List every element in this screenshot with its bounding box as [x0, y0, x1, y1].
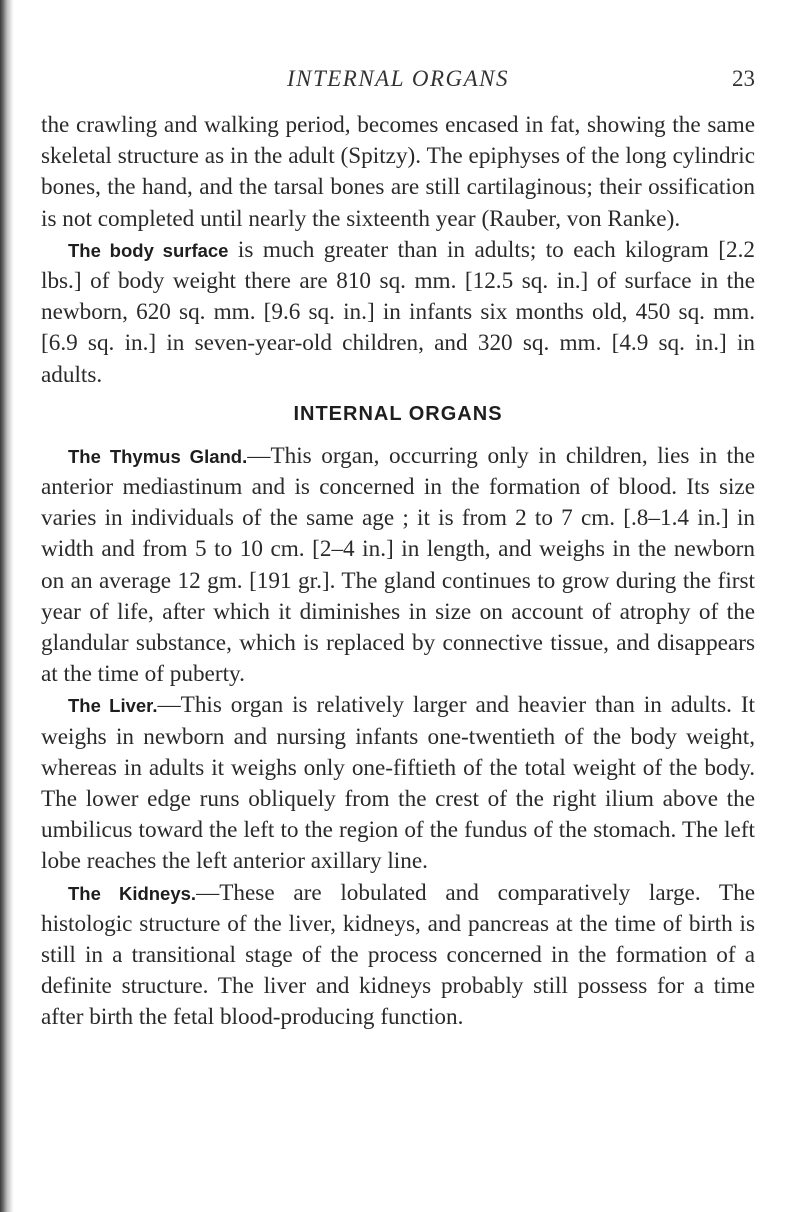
paragraph-body-surface: [41, 235, 755, 391]
paragraph-liver-text: —This organ is relatively larger and heavier than in adults. It weighs in newborn and nursing infants one-twentieth of the body weight, whereas in adults it weighs only one-fiftieth of the total weight of the body. The lower edge runs obliquely from the crest of the right ilium above the umbilicus toward the left to the region of the fundus of the stomach. The left lobe reaches the left anterior axillary line.: [41, 692, 755, 875]
page-number: 23: [732, 66, 755, 91]
paragraph-body-surface-text: is much greater than in adults; to each kilogram [2.2 lbs.] of body weight there are 810 sq. mm. [12.5 sq. in.] of surface in the newborn, 620 sq. mm. [9.6 sq. in.] in infants six months old, 450 sq. mm. [6.9 sq. in.] in seven-year-old children, and 320 sq. mm. [4.9 sq. in.] in adults.: [41, 236, 755, 388]
paragraph-thymus: [41, 441, 755, 691]
book-page: [41, 0, 755, 1034]
paragraph-thymus-text: —This organ, occurring only in children, lies in the anterior mediastinum and is concerned in the formation of blood. Its size varies in individuals of the same age ; it is from 2 to 7 cm. [.8–1.4 in.] in width and from 5 to 10 cm. [2–4 in.] in length, and weighs in the newborn on an average 12 gm. [191 gr.]. The gland continues to grow during the first year of life, after which it diminishes in size on account of atrophy of the glandular substance, which is replaced by connective tissue, and disappears at the time of puberty.: [41, 442, 755, 688]
paragraph-skeleton-continued: the crawling and walking period, becomes encased in fat, showing the same skeletal structure as in the adult (Spitzy). The epiphyses of the long cylindric bones, the hand, and the tarsal bones are still cartilaginous; their ossification is not completed until nearly the sixteenth year (Rauber, von Ranke).: [41, 112, 755, 232]
running-head-title: INTERNAL ORGANS: [286, 66, 510, 91]
paragraph-kidneys: [41, 878, 755, 1034]
page-binding-edge: [0, 0, 14, 1212]
run-in-heading-thymus: The Thymus Gland.: [68, 445, 248, 467]
run-in-heading-liver: The Liver.: [68, 695, 158, 717]
paragraph-liver: [41, 690, 755, 877]
run-in-heading-body-surface: The body surface: [68, 239, 229, 261]
run-in-heading-kidneys: The Kidneys.: [68, 882, 197, 904]
paragraph-kidneys-text: —These are lobulated and comparatively large. The histologic structure of the liver, kidneys, and pancreas at the time of birth is still in a transitional stage of the process concerned in the formation of a definite structure. The liver and kidneys probably still possess for a time after birth the fetal blood-producing function.: [41, 879, 755, 1031]
running-head: [41, 0, 755, 110]
section-heading: INTERNAL ORGANS: [293, 402, 503, 425]
